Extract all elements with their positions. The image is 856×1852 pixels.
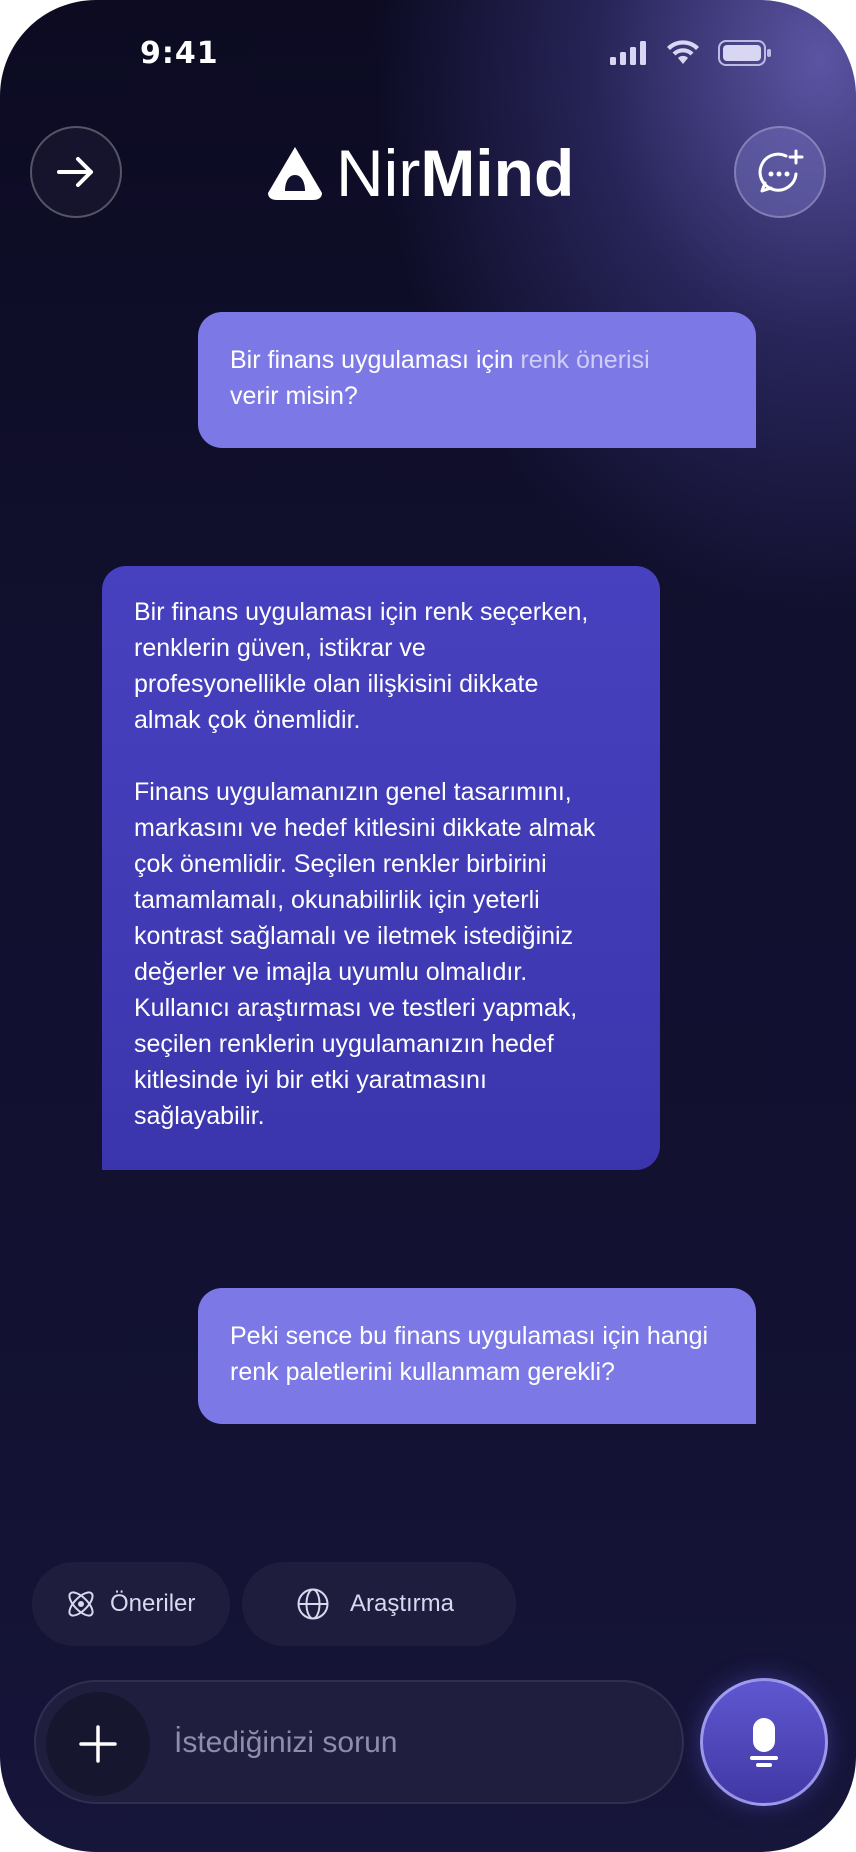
chat-plus-icon <box>756 148 804 196</box>
globe-icon <box>296 1587 330 1621</box>
voice-button[interactable] <box>700 1678 828 1806</box>
app-logo <box>266 138 574 208</box>
chip-label: Öneriler <box>110 1590 196 1617</box>
assistant-paragraph: Bir finans uygulaması için renk seçerken, renklerin güven, istikrar ve profesyonellikle olan ilişkisini dikkate almak çok önemlidir. <box>134 598 589 734</box>
attach-button[interactable] <box>46 1692 150 1796</box>
composer <box>34 1680 684 1804</box>
chip-label: Araştırma <box>350 1590 455 1617</box>
assistant-paragraph: Finans uygulamanızın genel tasarımını, markasını ve hedef kitlesini dikkate almak çok önemlidir. Seçilen renkler birbirini tamamlamalı, okunabilirlik için yeterli kontrast sağlamalı ve iletmek istediğiniz değerler ve imajla uyumlu olmalıdır. Kullanıcı araştırması ve testleri yapmak, seçilen renklerin uygulamanızın hedef kitlesinde iyi bir etki yaratmasını sağlayabilir. <box>134 778 596 1130</box>
chip-suggestions[interactable] <box>32 1562 230 1646</box>
logo-wordmark: NirMind <box>336 136 575 210</box>
message-text-faded: renk önerisi <box>520 346 650 374</box>
battery-icon <box>718 40 772 66</box>
status-time: 9:41 <box>140 36 219 71</box>
nirmind-logo-icon <box>266 145 324 201</box>
atom-icon <box>64 1587 98 1621</box>
message-text: Bir finans uygulaması için <box>230 346 521 374</box>
user-message-bubble <box>198 1288 756 1424</box>
chip-research[interactable] <box>242 1562 516 1646</box>
microphone-icon <box>744 1716 784 1768</box>
plus-icon <box>78 1724 118 1764</box>
assistant-message-bubble <box>102 566 660 1170</box>
system-icons <box>610 40 772 66</box>
user-message-bubble <box>198 312 756 448</box>
message-text: Peki sence bu finans uygulaması için hangi renk paletlerini kullanmam gerekli? <box>230 1322 709 1386</box>
wifi-icon <box>666 40 700 66</box>
arrow-right-icon <box>56 156 96 188</box>
back-button[interactable] <box>30 126 122 218</box>
new-chat-button[interactable] <box>734 126 826 218</box>
signal-icon <box>610 41 648 65</box>
message-text-end: verir misin? <box>230 382 358 410</box>
message-input[interactable] <box>172 1712 656 1774</box>
status-bar <box>0 36 856 76</box>
